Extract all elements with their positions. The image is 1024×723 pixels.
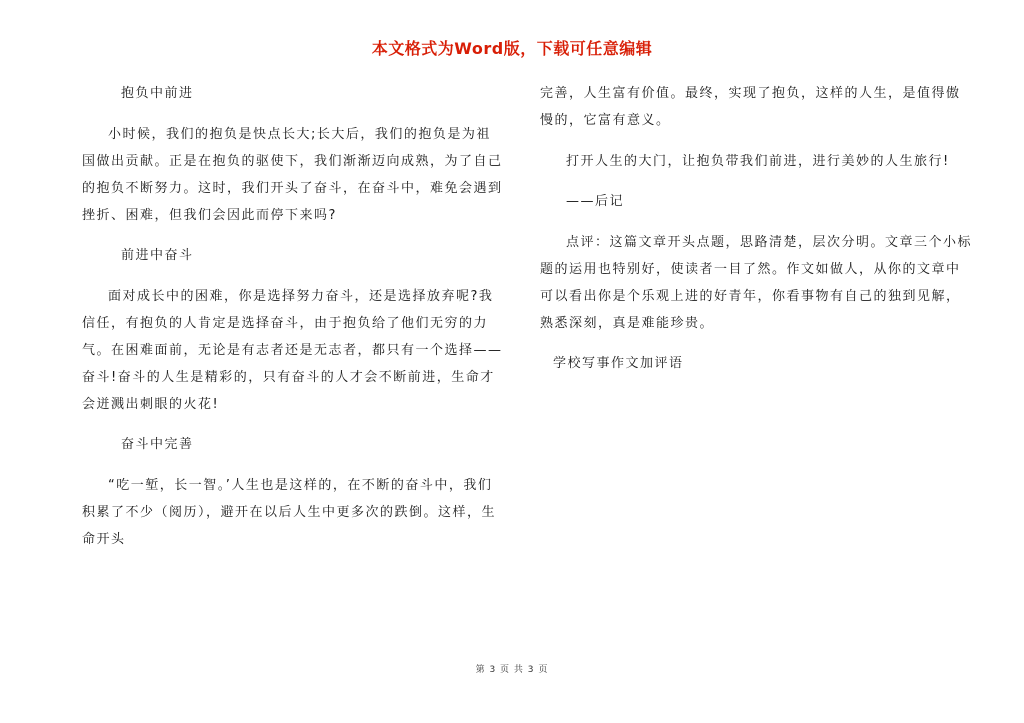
- section-heading-ambition: 抱负中前进: [121, 86, 194, 101]
- paragraph-ambition: 小时候，我们的抱负是快点长大;长大后，我们的抱负是为祖国做出贡献。正是在抱负的驱使下，我们渐渐迈向成熟，为了自己的抱负不断努力。这时，我们开头了奋斗，在奋斗中，难免会遇到挫折、困难，但我们会因此而停下来吗?: [82, 126, 503, 223]
- section-heading-perfect: 奋斗中完善: [121, 437, 194, 452]
- paragraph-continued: 完善，人生富有价值。最终，实现了抱负，这样的人生，是值得傲慢的，它富有意义。: [540, 86, 961, 128]
- left-column: [82, 80, 504, 566]
- right-column: [540, 80, 972, 377]
- comment-paragraph: 点评：这篇文章开头点题，思路清楚，层次分明。文章三个小标题的运用也特别好，使读者一目了然。作文如做人，从你的文章中可以看出你是个乐观上进的好青年，你看事物有自己的独到见解，熟悉深刻，真是难能珍贵。: [540, 234, 973, 331]
- section-heading-struggle: 前进中奋斗: [121, 248, 194, 263]
- paragraph-journey: 打开人生的大门，让抱负带我们前进，进行美妙的人生旅行!: [566, 153, 950, 169]
- postscript-label: ——后记: [566, 194, 625, 209]
- document-banner: 本文格式为Word版，下载可任意编辑: [371, 39, 653, 58]
- page-number: 第 3 页 共 3 页: [475, 665, 549, 675]
- paragraph-struggle: 面对成长中的困难，你是选择努力奋斗，还是选择放弃呢?我信任，有抱负的人肯定是选择奋斗，由于抱负给了他们无穷的力气。在困难面前，无论是有志者还是无志者，都只有一个选择——奋斗!奋斗的人生是精彩的，只有奋斗的人才会不断前进，生命才会迸溅出刺眼的火花!: [82, 288, 503, 412]
- paragraph-perfect: “吃一堑，长一智。’人生也是这样的，在不断的奋斗中，我们积累了不少（阅历），避开在以后人生中更多次的跌倒。这样，生命开头: [82, 477, 497, 547]
- end-title: 学校写事作文加评语: [553, 356, 684, 371]
